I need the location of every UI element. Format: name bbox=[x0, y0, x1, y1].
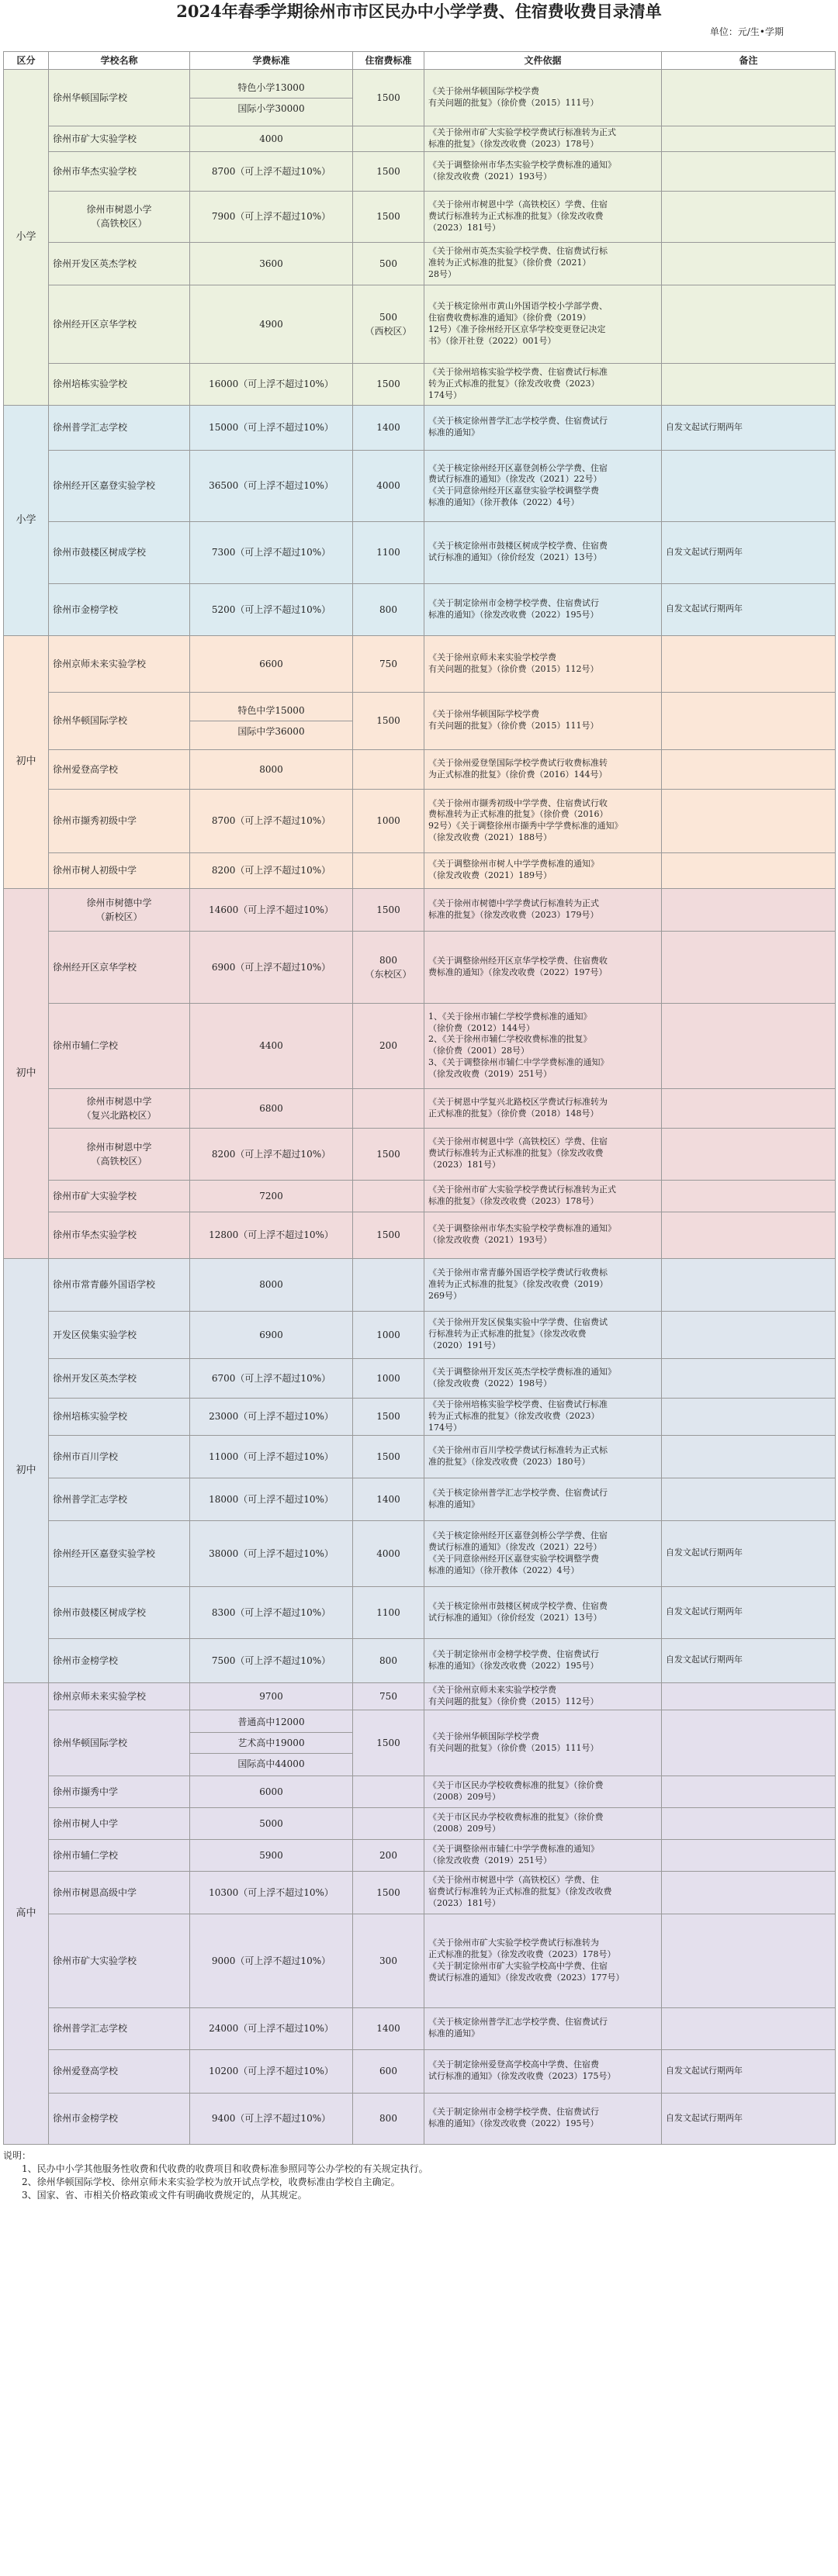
tuition-cell: 5000 bbox=[190, 1807, 353, 1839]
school-name-cell: 徐州市辅仁学校 bbox=[49, 1003, 190, 1088]
tuition-cell: 4900 bbox=[190, 285, 353, 363]
tuition-cell bbox=[190, 1710, 353, 1776]
lodging-fee-cell: 500 （西校区） bbox=[353, 285, 424, 363]
lodging-fee-cell: 1500 bbox=[353, 191, 424, 242]
document-basis-cell: 《关于制定徐州市金榜学校学费、住宿费试行 标准的通知》（徐发改收费（2022）195号） bbox=[424, 1638, 662, 1682]
school-name-cell: 徐州华顿国际学校 bbox=[49, 1710, 190, 1776]
school-name-cell: 徐州普学汇志学校 bbox=[49, 405, 190, 450]
tuition-cell: 6900 bbox=[190, 1311, 353, 1358]
document-basis-cell: 《关于调整徐州市华杰实验学校学费标准的通知》 （徐发改收费（2021）193号） bbox=[424, 151, 662, 191]
tuition-cell: 11000（可上浮不超过10%） bbox=[190, 1435, 353, 1478]
tuition-cell: 10200（可上浮不超过10%） bbox=[190, 2049, 353, 2093]
lodging-fee-cell: 800 （东校区） bbox=[353, 931, 424, 1003]
remark-cell bbox=[662, 789, 836, 852]
table-row bbox=[4, 888, 836, 931]
remark-cell bbox=[662, 1871, 836, 1914]
table-row bbox=[4, 126, 836, 152]
tuition-cell: 6900（可上浮不超过10%） bbox=[190, 931, 353, 1003]
tuition-cell: 4400 bbox=[190, 1003, 353, 1088]
document-basis-cell: 《关于徐州华顿国际学校学费 有关问题的批复》（徐价费（2015）111号） bbox=[424, 1710, 662, 1776]
category-cell: 初中 bbox=[4, 888, 49, 1258]
lodging-fee-cell: 1000 bbox=[353, 1358, 424, 1398]
table-row bbox=[4, 1638, 836, 1682]
remark-cell bbox=[662, 1180, 836, 1212]
school-name-cell: 徐州市树恩高级中学 bbox=[49, 1871, 190, 1914]
lodging-fee-cell: 800 bbox=[353, 583, 424, 635]
tuition-cell: 8300（可上浮不超过10%） bbox=[190, 1586, 353, 1638]
category-cell: 高中 bbox=[4, 1682, 49, 2144]
school-name-cell: 徐州市百川学校 bbox=[49, 1435, 190, 1478]
table-row bbox=[4, 521, 836, 583]
tuition-cell: 7300（可上浮不超过10%） bbox=[190, 521, 353, 583]
remark-cell bbox=[662, 450, 836, 521]
tuition-cell: 3600 bbox=[190, 242, 353, 285]
table-row bbox=[4, 1520, 836, 1586]
tuition-cell: 16000（可上浮不超过10%） bbox=[190, 363, 353, 405]
table-row bbox=[4, 242, 836, 285]
table-row bbox=[4, 749, 836, 789]
school-name-cell: 徐州市撷秀中学 bbox=[49, 1776, 190, 1807]
remark-cell bbox=[662, 1212, 836, 1258]
school-name-cell: 徐州华顿国际学校 bbox=[49, 70, 190, 126]
tuition-cell: 9700 bbox=[190, 1682, 353, 1710]
tuition-cell: 36500（可上浮不超过10%） bbox=[190, 450, 353, 521]
table-row bbox=[4, 1258, 836, 1311]
table-header-row bbox=[4, 52, 836, 70]
document-basis-cell: 《关于核定徐州市鼓楼区树成学校学费、住宿费 试行标准的通知》（徐价经发（2021）13号） bbox=[424, 521, 662, 583]
lodging-fee-cell: 500 bbox=[353, 242, 424, 285]
lodging-fee-cell: 1500 bbox=[353, 151, 424, 191]
document-basis-cell: 《关于核定徐州市黄山外国语学校小学部学费、 住宿费收费标准的通知》（徐价费（2019） 12号）《准予徐州经开区京华学校变更登记决定 书》（徐开社登（2022）001号） bbox=[424, 285, 662, 363]
table-row bbox=[4, 931, 836, 1003]
lodging-fee-cell: 800 bbox=[353, 1638, 424, 1682]
table-row bbox=[4, 1776, 836, 1807]
document-basis-cell: 《关于制定徐州市金榜学校学费、住宿费试行 标准的通知》（徐发改收费（2022）195号） bbox=[424, 2093, 662, 2144]
remark-cell bbox=[662, 1682, 836, 1710]
tuition-cell: 8200（可上浮不超过10%） bbox=[190, 1128, 353, 1180]
school-name-cell: 徐州经开区京华学校 bbox=[49, 285, 190, 363]
remark-cell bbox=[662, 1311, 836, 1358]
table-row bbox=[4, 852, 836, 888]
tuition-cell: 7500（可上浮不超过10%） bbox=[190, 1638, 353, 1682]
lodging-fee-cell: 1500 bbox=[353, 888, 424, 931]
table-row bbox=[4, 450, 836, 521]
school-name-cell: 徐州培栋实验学校 bbox=[49, 363, 190, 405]
remark-cell bbox=[662, 151, 836, 191]
document-basis-cell: 《关于制定徐州爱登高学校高中学费、住宿费 试行标准的通知》（徐发改收费（2023）175号） bbox=[424, 2049, 662, 2093]
school-name-cell: 徐州京师未来实验学校 bbox=[49, 635, 190, 692]
document-basis-cell: 《关于徐州京师未来实验学校学费 有关问题的批复》（徐价费（2015）112号） bbox=[424, 1682, 662, 1710]
document-basis-cell: 《关于市区民办学校收费标准的批复》（徐价费 （2008）209号） bbox=[424, 1807, 662, 1839]
document-basis-cell: 《关于徐州市矿大实验学校学费试行标准转为 正式标准的批复》（徐发改收费（2023）178号） 《关于制定徐州市矿大实验学校高中学费、住宿 费试行标准的通知》（徐发改收费（2023）177号） bbox=[424, 1914, 662, 2007]
table-row bbox=[4, 1311, 836, 1358]
table-row bbox=[4, 1682, 836, 1710]
school-name-cell: 徐州市金榜学校 bbox=[49, 583, 190, 635]
tuition-cell: 8000 bbox=[190, 749, 353, 789]
table-row bbox=[4, 1871, 836, 1914]
school-name-cell: 徐州普学汇志学校 bbox=[49, 1478, 190, 1520]
document-basis-cell: 《关于核定徐州普学汇志学校学费、住宿费试行 标准的通知》 bbox=[424, 405, 662, 450]
school-name-cell: 徐州市树人中学 bbox=[49, 1807, 190, 1839]
table-row bbox=[4, 692, 836, 749]
remark-cell bbox=[662, 692, 836, 749]
school-name-cell: 徐州市金榜学校 bbox=[49, 1638, 190, 1682]
lodging-fee-cell: 750 bbox=[353, 1682, 424, 1710]
tuition-cell: 8700（可上浮不超过10%） bbox=[190, 151, 353, 191]
school-name-cell: 徐州市金榜学校 bbox=[49, 2093, 190, 2144]
school-name-cell: 徐州市树恩中学 （高铁校区） bbox=[49, 1128, 190, 1180]
table-row bbox=[4, 1586, 836, 1638]
tuition-cell: 38000（可上浮不超过10%） bbox=[190, 1520, 353, 1586]
lodging-fee-cell bbox=[353, 1258, 424, 1311]
tuition-cell: 8000 bbox=[190, 1258, 353, 1311]
table-row bbox=[4, 191, 836, 242]
tuition-item: 国际高中44000 bbox=[190, 1753, 352, 1774]
remark-cell bbox=[662, 1088, 836, 1128]
school-name-cell: 徐州培栋实验学校 bbox=[49, 1398, 190, 1435]
school-name-cell: 徐州市辅仁学校 bbox=[49, 1839, 190, 1871]
school-name-cell: 徐州经开区嘉登实验学校 bbox=[49, 450, 190, 521]
tuition-cell: 14600（可上浮不超过10%） bbox=[190, 888, 353, 931]
school-name-cell: 开发区侯集实验学校 bbox=[49, 1311, 190, 1358]
school-name-cell: 徐州华顿国际学校 bbox=[49, 692, 190, 749]
lodging-fee-cell: 1000 bbox=[353, 1311, 424, 1358]
table-row bbox=[4, 405, 836, 450]
tuition-item: 国际中学36000 bbox=[190, 721, 352, 742]
category-cell: 初中 bbox=[4, 635, 49, 888]
header-tuition: 学费标准 bbox=[190, 52, 353, 70]
school-name-cell: 徐州市矿大实验学校 bbox=[49, 1180, 190, 1212]
table-row bbox=[4, 789, 836, 852]
note-line: 2、徐州华顿国际学校、徐州京师未来实验学校为放开试点学校，收费标准由学校自主确定。 bbox=[22, 2177, 400, 2187]
document-basis-cell: 《关于徐州市树恩中学（高铁校区）学费、住宿 费试行标准转为正式标准的批复》（徐发改收费 （2023）181号） bbox=[424, 1128, 662, 1180]
table-row bbox=[4, 635, 836, 692]
table-row bbox=[4, 1398, 836, 1435]
school-name-cell: 徐州经开区嘉登实验学校 bbox=[49, 1520, 190, 1586]
lodging-fee-cell: 1500 bbox=[353, 70, 424, 126]
lodging-fee-cell bbox=[353, 1180, 424, 1212]
school-name-cell: 徐州普学汇志学校 bbox=[49, 2007, 190, 2049]
table-body bbox=[4, 70, 836, 2145]
school-name-cell: 徐州市鼓楼区树成学校 bbox=[49, 521, 190, 583]
tuition-cell: 5200（可上浮不超过10%） bbox=[190, 583, 353, 635]
document-basis-cell: 《关于徐州华顿国际学校学费 有关问题的批复》（徐价费（2015）111号） bbox=[424, 692, 662, 749]
notes-heading: 说明： bbox=[3, 2150, 32, 2161]
school-name-cell: 徐州市树德中学 （新校区） bbox=[49, 888, 190, 931]
document-basis-cell: 《关于制定徐州市金榜学校学费、住宿费试行 标准的通知》（徐发改收费（2022）195号） bbox=[424, 583, 662, 635]
document-basis-cell: 《关于徐州市树恩中学（高铁校区）学费、住宿 费试行标准转为正式标准的批复》（徐发改收费 （2023）181号） bbox=[424, 191, 662, 242]
tuition-cell: 6600 bbox=[190, 635, 353, 692]
lodging-fee-cell: 1500 bbox=[353, 1212, 424, 1258]
document-basis-cell: 《关于徐州爱登堡国际学校学费试行收费标准转 为正式标准的批复》（徐价费（2016）144号） bbox=[424, 749, 662, 789]
tuition-cell: 6700（可上浮不超过10%） bbox=[190, 1358, 353, 1398]
tuition-cell: 8200（可上浮不超过10%） bbox=[190, 852, 353, 888]
remark-cell bbox=[662, 931, 836, 1003]
tuition-cell: 4000 bbox=[190, 126, 353, 152]
tuition-cell: 7200 bbox=[190, 1180, 353, 1212]
tuition-cell bbox=[190, 70, 353, 126]
document-basis-cell: 《关于徐州京师未来实验学校学费 有关问题的批复》（徐价费（2015）112号） bbox=[424, 635, 662, 692]
document-basis-cell: 1、《关于徐州市辅仁学校学费标准的通知》 （徐价费（2012）144号） 2、《关于徐州市辅仁学校收费标准的批复》 （徐价费（2001）28号） 3、《关于调整徐州市辅仁中学学费标准的通知》 （徐发改收费（2019）251号） bbox=[424, 1003, 662, 1088]
school-name-cell: 徐州市树恩小学 （高铁校区） bbox=[49, 191, 190, 242]
lodging-fee-cell bbox=[353, 1776, 424, 1807]
school-name-cell: 徐州市树人初级中学 bbox=[49, 852, 190, 888]
lodging-fee-cell: 1500 bbox=[353, 1128, 424, 1180]
note-line: 1、民办中小学其他服务性收费和代收费的收费项目和收费标准参照同等公办学校的有关规定执行。 bbox=[22, 2163, 428, 2174]
remark-cell bbox=[662, 1478, 836, 1520]
table-row bbox=[4, 363, 836, 405]
tuition-cell: 7900（可上浮不超过10%） bbox=[190, 191, 353, 242]
remark-cell bbox=[662, 1839, 836, 1871]
header-basis: 文件依据 bbox=[424, 52, 662, 70]
lodging-fee-cell: 800 bbox=[353, 2093, 424, 2144]
lodging-fee-cell: 1100 bbox=[353, 1586, 424, 1638]
lodging-fee-cell: 1100 bbox=[353, 521, 424, 583]
fee-table bbox=[3, 51, 836, 2145]
tuition-cell: 9400（可上浮不超过10%） bbox=[190, 2093, 353, 2144]
remark-cell bbox=[662, 70, 836, 126]
school-name-cell: 徐州市华杰实验学校 bbox=[49, 1212, 190, 1258]
document-basis-cell: 《关于徐州市英杰实验学校学费、住宿费试行标 准转为正式标准的批复》（徐价费（2021） 28号） bbox=[424, 242, 662, 285]
document-basis-cell: 《关于徐州培栋实验学校学费、住宿费试行标准 转为正式标准的批复》（徐发改收费（2023） 174号） bbox=[424, 1398, 662, 1435]
tuition-cell: 15000（可上浮不超过10%） bbox=[190, 405, 353, 450]
document-basis-cell: 《关于徐州市常青藤外国语学校学费试行收费标 准转为正式标准的批复》（徐发改收费（2019） 269号） bbox=[424, 1258, 662, 1311]
table-row bbox=[4, 1478, 836, 1520]
remark-cell bbox=[662, 1807, 836, 1839]
remark-cell bbox=[662, 363, 836, 405]
lodging-fee-cell bbox=[353, 852, 424, 888]
category-cell: 小学 bbox=[4, 70, 49, 406]
document-basis-cell: 《关于徐州市百川学校学费试行标准转为正式标 准的批复》（徐发改收费（2023）180号） bbox=[424, 1435, 662, 1478]
document-basis-cell: 《关于调整徐州开发区英杰学校学费标准的通知》 （徐发改收费（2022）198号） bbox=[424, 1358, 662, 1398]
table-row bbox=[4, 1128, 836, 1180]
lodging-fee-cell: 200 bbox=[353, 1003, 424, 1088]
lodging-fee-cell: 1500 bbox=[353, 363, 424, 405]
table-row bbox=[4, 2049, 836, 2093]
lodging-fee-cell: 1400 bbox=[353, 1478, 424, 1520]
table-row bbox=[4, 2093, 836, 2144]
table-row bbox=[4, 583, 836, 635]
document-basis-cell: 《关于调整徐州市辅仁中学学费标准的通知》 （徐发改收费（2019）251号） bbox=[424, 1839, 662, 1871]
remark-cell bbox=[662, 1435, 836, 1478]
remark-cell: 自发文起试行期两年 bbox=[662, 1520, 836, 1586]
lodging-fee-cell: 4000 bbox=[353, 1520, 424, 1586]
school-name-cell: 徐州爱登高学校 bbox=[49, 2049, 190, 2093]
document-basis-cell: 《关于核定徐州普学汇志学校学费、住宿费试行 标准的通知》 bbox=[424, 1478, 662, 1520]
document-basis-cell: 《关于徐州市矿大实验学校学费试行标准转为正式 标准的批复》（徐发改收费（2023）178号） bbox=[424, 1180, 662, 1212]
tuition-cell: 6800 bbox=[190, 1088, 353, 1128]
tuition-cell: 8700（可上浮不超过10%） bbox=[190, 789, 353, 852]
lodging-fee-cell bbox=[353, 1807, 424, 1839]
lodging-fee-cell bbox=[353, 749, 424, 789]
document-basis-cell: 《关于调整徐州市树人中学学费标准的通知》 （徐发改收费（2021）189号） bbox=[424, 852, 662, 888]
unit-label: 单位：元/生•学期 bbox=[709, 26, 784, 37]
tuition-item: 国际小学30000 bbox=[190, 98, 352, 119]
lodging-fee-cell: 200 bbox=[353, 1839, 424, 1871]
remark-cell bbox=[662, 191, 836, 242]
remark-cell: 自发文起试行期两年 bbox=[662, 1638, 836, 1682]
tuition-item: 特色小学13000 bbox=[237, 81, 305, 93]
school-name-cell: 徐州市树恩中学 （复兴北路校区） bbox=[49, 1088, 190, 1128]
remark-cell bbox=[662, 635, 836, 692]
document-basis-cell: 《关于调整徐州经开区京华学校学费、住宿费收 费标准的通知》（徐发改收费（2022）197号） bbox=[424, 931, 662, 1003]
school-name-cell: 徐州市撷秀初级中学 bbox=[49, 789, 190, 852]
category-cell: 初中 bbox=[4, 1258, 49, 1682]
table-row bbox=[4, 285, 836, 363]
school-name-cell: 徐州开发区英杰学校 bbox=[49, 1358, 190, 1398]
remark-cell: 自发文起试行期两年 bbox=[662, 1586, 836, 1638]
document-basis-cell: 《关于调整徐州市华杰实验学校学费标准的通知》 （徐发改收费（2021）193号） bbox=[424, 1212, 662, 1258]
header-school: 学校名称 bbox=[49, 52, 190, 70]
document-basis-cell: 《关于徐州华顿国际学校学费 有关问题的批复》（徐价费（2015）111号） bbox=[424, 70, 662, 126]
table-row bbox=[4, 1839, 836, 1871]
document-basis-cell: 《关于徐州市树德中学学费试行标准转为正式 标准的批复》（徐发改收费（2023）179号） bbox=[424, 888, 662, 931]
header-remark: 备注 bbox=[662, 52, 836, 70]
table-row bbox=[4, 1914, 836, 2007]
school-name-cell: 徐州京师未来实验学校 bbox=[49, 1682, 190, 1710]
remark-cell bbox=[662, 1776, 836, 1807]
lodging-fee-cell bbox=[353, 126, 424, 152]
tuition-cell: 5900 bbox=[190, 1839, 353, 1871]
document-basis-cell: 《关于徐州开发区侯集实验中学学费、住宿费试 行标准转为正式标准的批复》（徐发改收费 （2020）191号） bbox=[424, 1311, 662, 1358]
lodging-fee-cell: 600 bbox=[353, 2049, 424, 2093]
remark-cell bbox=[662, 852, 836, 888]
school-name-cell: 徐州经开区京华学校 bbox=[49, 931, 190, 1003]
lodging-fee-cell: 300 bbox=[353, 1914, 424, 2007]
remark-cell: 自发文起试行期两年 bbox=[662, 521, 836, 583]
remark-cell: 自发文起试行期两年 bbox=[662, 583, 836, 635]
header-lodging: 住宿费标准 bbox=[353, 52, 424, 70]
category-cell: 小学 bbox=[4, 405, 49, 635]
table-row bbox=[4, 1003, 836, 1088]
notes-section bbox=[3, 2149, 835, 2202]
document-basis-cell: 《关于徐州市树恩中学（高铁校区）学费、住 宿费试行标准转为正式标准的批复》（徐发改收费 （2023）181号） bbox=[424, 1871, 662, 1914]
remark-cell bbox=[662, 126, 836, 152]
tuition-cell: 10300（可上浮不超过10%） bbox=[190, 1871, 353, 1914]
remark-cell: 自发文起试行期两年 bbox=[662, 2093, 836, 2144]
tuition-cell bbox=[190, 692, 353, 749]
remark-cell bbox=[662, 285, 836, 363]
lodging-fee-cell: 750 bbox=[353, 635, 424, 692]
remark-cell bbox=[662, 1258, 836, 1311]
school-name-cell: 徐州市华杰实验学校 bbox=[49, 151, 190, 191]
table-row bbox=[4, 1088, 836, 1128]
tuition-cell: 23000（可上浮不超过10%） bbox=[190, 1398, 353, 1435]
remark-cell bbox=[662, 888, 836, 931]
remark-cell bbox=[662, 2007, 836, 2049]
table-row bbox=[4, 1807, 836, 1839]
table-row bbox=[4, 151, 836, 191]
remark-cell bbox=[662, 749, 836, 789]
remark-cell bbox=[662, 1003, 836, 1088]
school-name-cell: 徐州市矿大实验学校 bbox=[49, 1914, 190, 2007]
school-name-cell: 徐州开发区英杰学校 bbox=[49, 242, 190, 285]
document-basis-cell: 《关于市区民办学校收费标准的批复》（徐价费 （2008）209号） bbox=[424, 1776, 662, 1807]
tuition-item: 普通高中12000 bbox=[237, 1716, 305, 1727]
remark-cell bbox=[662, 1398, 836, 1435]
remark-cell bbox=[662, 1358, 836, 1398]
note-line: 3、国家、省、市相关价格政策或文件有明确收费规定的，从其规定。 bbox=[22, 2190, 307, 2201]
lodging-fee-cell: 1000 bbox=[353, 789, 424, 852]
table-row bbox=[4, 1435, 836, 1478]
remark-cell: 自发文起试行期两年 bbox=[662, 405, 836, 450]
school-name-cell: 徐州市鼓楼区树成学校 bbox=[49, 1586, 190, 1638]
document-basis-cell: 《关于核定徐州市鼓楼区树成学校学费、住宿费 试行标准的通知》（徐价经发（2021）13号） bbox=[424, 1586, 662, 1638]
lodging-fee-cell: 1500 bbox=[353, 1435, 424, 1478]
school-name-cell: 徐州市矿大实验学校 bbox=[49, 126, 190, 152]
table-row bbox=[4, 2007, 836, 2049]
document-basis-cell: 《关于树恩中学复兴北路校区学费试行标准转为 正式标准的批复》（徐价费（2018）148号） bbox=[424, 1088, 662, 1128]
tuition-cell: 18000（可上浮不超过10%） bbox=[190, 1478, 353, 1520]
tuition-cell: 9000（可上浮不超过10%） bbox=[190, 1914, 353, 2007]
lodging-fee-cell: 1400 bbox=[353, 2007, 424, 2049]
page-title: 2024年春季学期徐州市市区民办中小学学费、住宿费收费目录清单 bbox=[176, 2, 662, 21]
table-row bbox=[4, 70, 836, 126]
school-name-cell: 徐州市常青藤外国语学校 bbox=[49, 1258, 190, 1311]
table-row bbox=[4, 1212, 836, 1258]
lodging-fee-cell: 1500 bbox=[353, 1871, 424, 1914]
document-basis-cell: 《关于徐州培栋实验学校学费、住宿费试行标准 转为正式标准的批复》（徐发改收费（2023） 174号） bbox=[424, 363, 662, 405]
lodging-fee-cell: 1500 bbox=[353, 692, 424, 749]
tuition-item: 艺术高中19000 bbox=[190, 1732, 352, 1753]
table-row bbox=[4, 1180, 836, 1212]
lodging-fee-cell: 1500 bbox=[353, 1710, 424, 1776]
tuition-cell: 6000 bbox=[190, 1776, 353, 1807]
remark-cell bbox=[662, 242, 836, 285]
remark-cell bbox=[662, 1914, 836, 2007]
table-row bbox=[4, 1710, 836, 1776]
tuition-item: 特色中学15000 bbox=[237, 704, 305, 716]
lodging-fee-cell: 1400 bbox=[353, 405, 424, 450]
remark-cell bbox=[662, 1710, 836, 1776]
lodging-fee-cell bbox=[353, 1088, 424, 1128]
document-basis-cell: 《关于徐州市矿大实验学校学费试行标准转为正式 标准的批复》（徐发改收费（2023）178号） bbox=[424, 126, 662, 152]
lodging-fee-cell: 1500 bbox=[353, 1398, 424, 1435]
remark-cell: 自发文起试行期两年 bbox=[662, 2049, 836, 2093]
document-basis-cell: 《关于徐州市撷秀初级中学学费、住宿费试行收 费标准转为正式标准的批复》（徐价费（2016） 92号）《关于调整徐州市撷秀中学学费标准的通知》 （徐发改收费（2021）188号） bbox=[424, 789, 662, 852]
document-basis-cell: 《关于核定徐州经开区嘉登剑桥公学学费、住宿 费试行标准的通知》（徐发改（2021）22号） 《关于同意徐州经开区嘉登实验学校调整学费 标准的通知》（徐开教体（2022）4号） bbox=[424, 450, 662, 521]
tuition-cell: 12800（可上浮不超过10%） bbox=[190, 1212, 353, 1258]
lodging-fee-cell: 4000 bbox=[353, 450, 424, 521]
document-basis-cell: 《关于核定徐州经开区嘉登剑桥公学学费、住宿 费试行标准的通知》（徐发改（2021）22号） 《关于同意徐州经开区嘉登实验学校调整学费 标准的通知》（徐开教体（2022）4号） bbox=[424, 1520, 662, 1586]
table-row bbox=[4, 1358, 836, 1398]
school-name-cell: 徐州爱登高学校 bbox=[49, 749, 190, 789]
document-basis-cell: 《关于核定徐州普学汇志学校学费、住宿费试行 标准的通知》 bbox=[424, 2007, 662, 2049]
remark-cell bbox=[662, 1128, 836, 1180]
tuition-cell: 24000（可上浮不超过10%） bbox=[190, 2007, 353, 2049]
header-category: 区分 bbox=[4, 52, 49, 70]
